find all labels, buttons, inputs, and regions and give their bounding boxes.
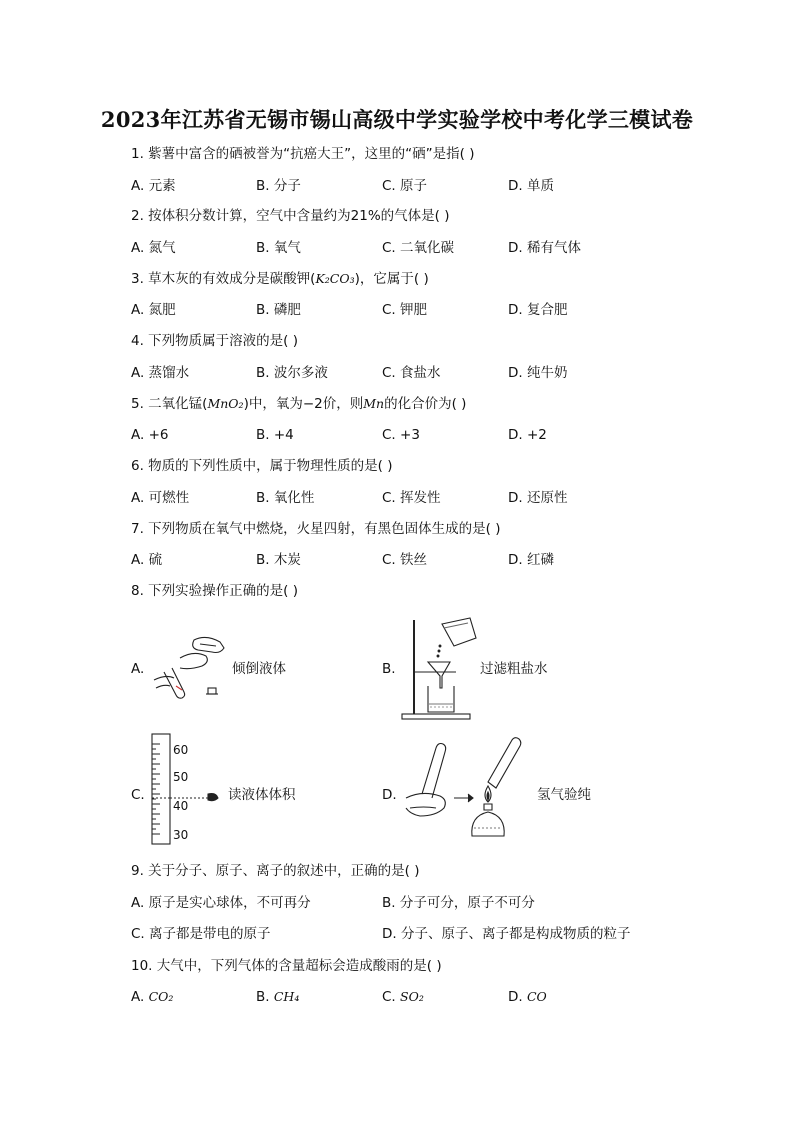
- q8-option-d: D.: [382, 787, 397, 803]
- q10-option-d-letter: D.: [508, 989, 523, 1005]
- q10-option-b-letter: B.: [256, 989, 270, 1005]
- q3-option-c: C. 钾肥: [382, 302, 428, 318]
- q7-option-c: C. 铁丝: [382, 552, 428, 568]
- q6-option-a: A. 可燃性: [131, 490, 190, 506]
- question-8-stem: 8. 下列实验操作正确的是( ): [131, 583, 298, 599]
- cylinder-tick-30: 30: [173, 828, 189, 842]
- cylinder-tick-40: 40: [173, 799, 189, 813]
- question-3-stem: [131, 270, 429, 288]
- q4-option-d: D. 纯牛奶: [508, 365, 568, 381]
- filtration-apparatus-illustration: [398, 614, 482, 724]
- q9-option-c: C. 离子都是带电的原子: [131, 926, 271, 942]
- q4-option-b: B. 波尔多液: [256, 365, 328, 381]
- q8-caption-d: 氢气验纯: [537, 787, 591, 803]
- q10-option-a-formula: CO₂: [148, 989, 174, 1004]
- q8-option-b: B.: [382, 661, 396, 677]
- q4-option-c: C. 食盐水: [382, 365, 441, 381]
- q1-option-d: D. 单质: [508, 178, 554, 194]
- q8-caption-c: 读液体体积: [228, 787, 296, 803]
- q10-option-a-letter: A.: [131, 989, 145, 1005]
- q6-option-b: B. 氧化性: [256, 490, 315, 506]
- exam-title: 2023年江苏省无锡市锡山高级中学实验学校中考化学三模试卷: [100, 107, 694, 132]
- q9-option-a: A. 原子是实心球体，不可再分: [131, 895, 311, 911]
- question-4-stem: 4. 下列物质属于溶液的是( ): [131, 333, 298, 349]
- pouring-liquid-illustration: [150, 628, 230, 700]
- q1-option-b: B. 分子: [256, 178, 301, 194]
- q5-option-d: D. +2: [508, 427, 547, 443]
- q5-option-a: A. +6: [131, 427, 169, 443]
- question-9-stem: 9. 关于分子、原子、离子的叙述中，正确的是( ): [131, 863, 420, 879]
- q5-formula: MnO₂: [207, 396, 244, 411]
- q5-stem-mid: )中，氧为−2价，则: [243, 396, 364, 412]
- q7-option-a: A. 硫: [131, 552, 163, 568]
- q9-option-b: B. 分子可分，原子不可分: [382, 895, 535, 911]
- q4-option-a: A. 蒸馏水: [131, 365, 190, 381]
- cylinder-tick-60: 60: [173, 743, 189, 757]
- question-6-stem: 6. 物质的下列性质中，属于物理性质的是( ): [131, 458, 393, 474]
- hydrogen-test-illustration: [400, 736, 530, 848]
- q10-option-d: [508, 988, 547, 1006]
- q10-option-c-letter: C.: [382, 989, 396, 1005]
- q5-option-b: B. +4: [256, 427, 294, 443]
- q8-option-c: C.: [131, 787, 145, 803]
- q5-option-c: C. +3: [382, 427, 420, 443]
- q2-option-a: A. 氮气: [131, 240, 176, 256]
- q10-option-c: [382, 988, 424, 1006]
- q3-formula: K₂CO₃: [315, 271, 355, 286]
- q10-option-c-formula: SO₂: [400, 989, 424, 1004]
- question-2-stem: 2. 按体积分数计算，空气中含量约为21%的气体是( ): [131, 208, 450, 224]
- q5-formula-2: Mn: [363, 396, 385, 411]
- q1-option-a: A. 元素: [131, 178, 176, 194]
- question-5-stem: [131, 395, 466, 413]
- question-1-stem: 1. 紫薯中富含的硒被誉为“抗癌大王”，这里的“硒”是指( ): [131, 146, 475, 162]
- q8-caption-b: 过滤粗盐水: [480, 661, 548, 677]
- q3-option-a: A. 氮肥: [131, 302, 176, 318]
- q8-caption-a: 倾倒液体: [232, 661, 286, 677]
- q2-option-b: B. 氧气: [256, 240, 301, 256]
- q1-option-c: C. 原子: [382, 178, 428, 194]
- cylinder-tick-50: 50: [173, 770, 189, 784]
- q2-option-c: C. 二氧化碳: [382, 240, 455, 256]
- q3-option-d: D. 复合肥: [508, 302, 568, 318]
- q3-stem-post: )，它属于( ): [354, 271, 429, 287]
- q6-option-c: C. 挥发性: [382, 490, 441, 506]
- q3-stem-pre: 3. 草木灰的有效成分是碳酸钾(: [131, 271, 316, 287]
- q7-option-d: D. 红磷: [508, 552, 554, 568]
- q10-option-d-formula: CO: [526, 989, 547, 1004]
- q5-stem-pre: 5. 二氧化锰(: [131, 396, 208, 412]
- q5-stem-post: 的化合价为( ): [384, 396, 467, 412]
- q6-option-d: D. 还原性: [508, 490, 568, 506]
- q9-option-d: D. 分子、原子、离子都是构成物质的粒子: [382, 926, 631, 942]
- q10-option-b-formula: CH₄: [273, 989, 300, 1004]
- question-10-stem: 10. 大气中，下列气体的含量超标会造成酸雨的是( ): [131, 958, 442, 974]
- q10-option-a: [131, 988, 173, 1006]
- q3-option-b: B. 磷肥: [256, 302, 301, 318]
- question-7-stem: 7. 下列物质在氧气中燃烧，火星四射，有黑色固体生成的是( ): [131, 521, 501, 537]
- q10-option-b: [256, 988, 299, 1006]
- q2-option-d: D. 稀有气体: [508, 240, 581, 256]
- q8-option-a: A.: [131, 661, 145, 677]
- q7-option-b: B. 木炭: [256, 552, 301, 568]
